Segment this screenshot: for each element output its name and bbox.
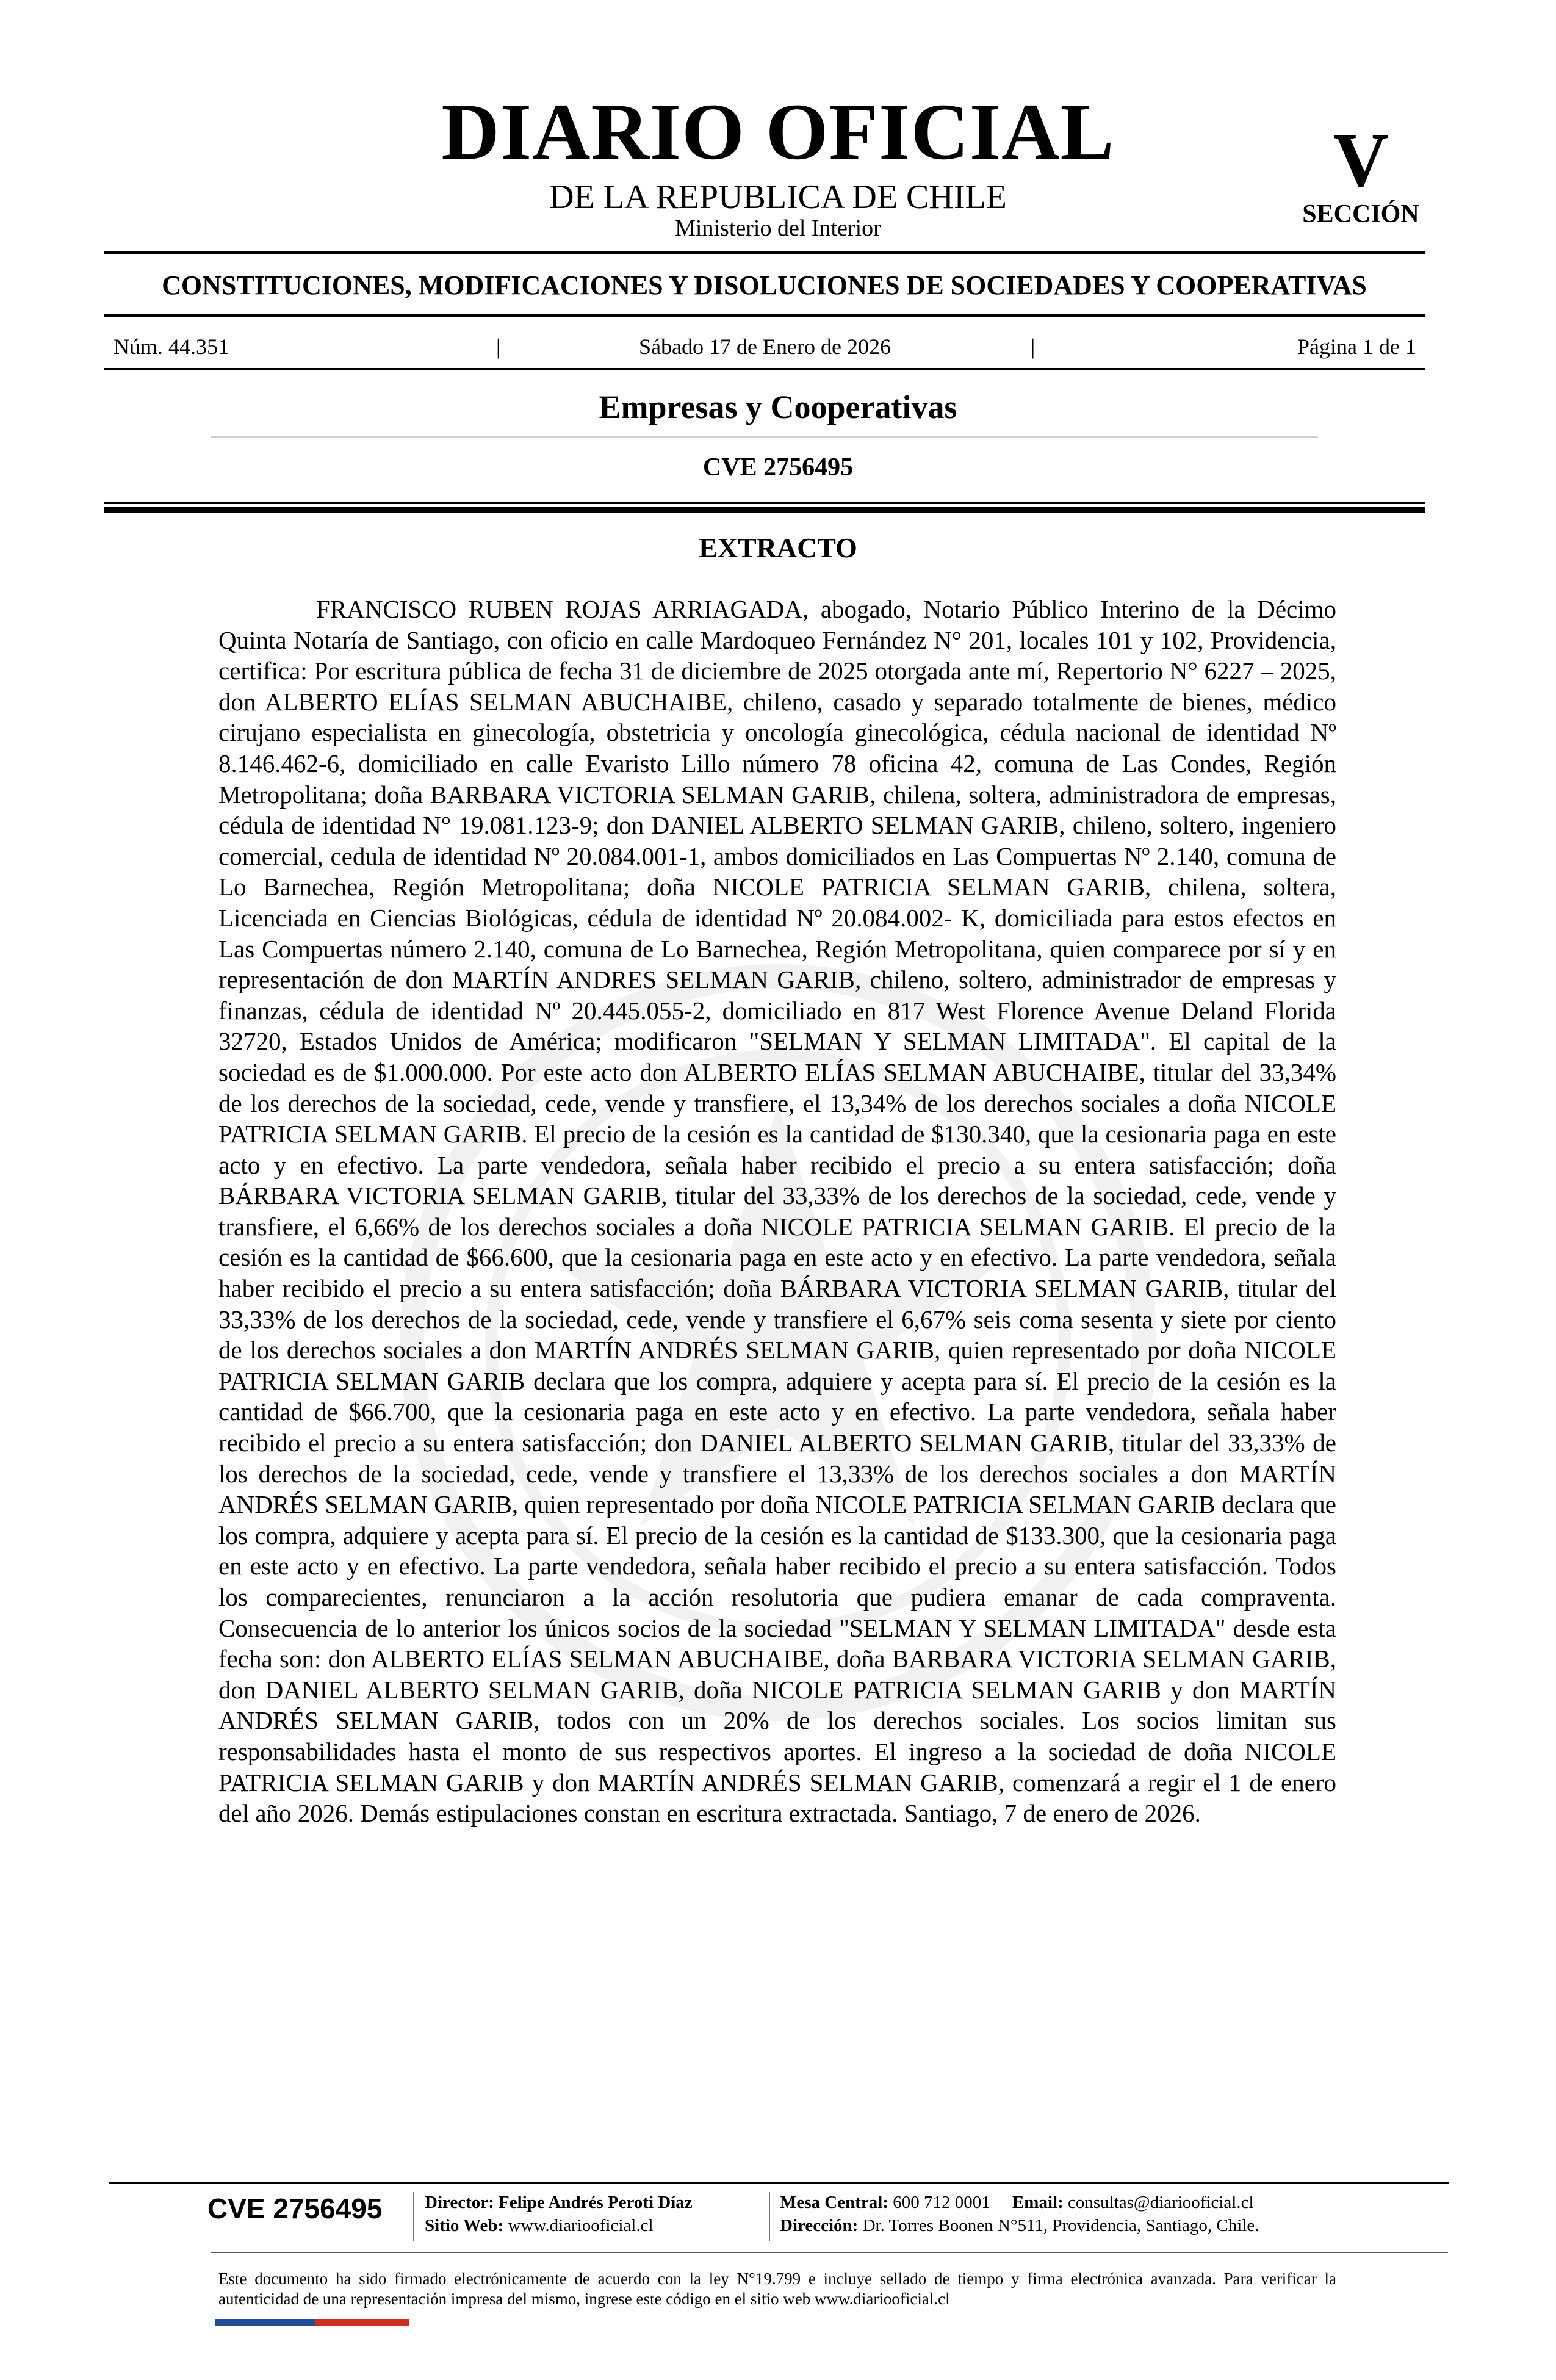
address-text: Dr. Torres Boonen N°511, Providencia, Santiago, Chile.	[862, 2216, 1259, 2235]
meta-divider	[104, 368, 1425, 370]
meta-separator: |	[496, 334, 501, 359]
section-label: SECCIÓN	[1302, 200, 1419, 228]
email-label: Email:	[1012, 2193, 1064, 2212]
footer-cve-code: CVE 2756495	[207, 2193, 383, 2224]
footer-divider	[109, 2182, 1449, 2184]
meta-separator: |	[1031, 334, 1036, 359]
masthead-divider	[104, 251, 1425, 254]
category-heading: Empresas y Cooperativas	[599, 389, 957, 425]
phone-label: Mesa Central:	[780, 2193, 888, 2212]
phone-number: 600 712 0001	[893, 2193, 990, 2212]
website-label: Sitio Web:	[425, 2216, 504, 2235]
footer-separator	[413, 2192, 414, 2241]
footer-director-block	[425, 2191, 693, 2237]
footer-contact-block	[780, 2191, 1259, 2237]
newspaper-title: DIARIO OFICIAL	[441, 87, 1115, 176]
category-underline	[211, 436, 1318, 438]
footer-inner-divider	[211, 2252, 1448, 2253]
director-name: Felipe Andrés Peroti Díaz	[499, 2193, 693, 2212]
email-link[interactable]: consultas@diariooficial.cl	[1068, 2193, 1254, 2212]
section-banner: CONSTITUCIONES, MODIFICACIONES Y DISOLUCIONES DE SOCIEDADES Y COOPERATIVAS	[162, 270, 1367, 300]
extract-body: FRANCISCO RUBEN ROJAS ARRIAGADA, abogado, Notario Público Interino de la Décimo Quinta Notaría de Santiago, con oficio en calle Mardoqueo Fernández N° 201, locales 101 y 102, Providencia, certifica: Por escritura pública de fecha 31 de diciembre de 2025 otorgada ante mí, Repertorio N° 6227 – 2025, don ALBERTO ELÍAS SELMAN ABUCHAIBE, chileno, casado y separado totalmente de bienes, médico cirujano especialista en ginecología, obstetricia y oncología ginecológica, cédula nacional de identidad Nº 8.146.462-6, domiciliado en calle Evaristo Lillo número 78 oficina 42, comuna de Las Condes, Región Metropolitana; doña BARBARA VICTORIA SELMAN GARIB, chilena, soltera, administradora de empresas, cédula de identidad N° 19.081.123-9; don DANIEL ALBERTO SELMAN GARIB, chileno, soltero, ingeniero comercial, cedula de identidad Nº 20.084.001-1, ambos domiciliados en Las Compuertas Nº 2.140, comuna de Lo Barnechea, Región Metropolitana; doña NICOLE PATRICIA SELMAN GARIB, chilena, soltera, Licenciada en Ciencias Biológicas, cédula de identidad Nº 20.084.002- K, domiciliada para estos efectos en Las Compuertas número 2.140, comuna de Lo Barnechea, Región Metropolitana, quien comparece por sí y en representación de don MARTÍN ANDRES SELMAN GARIB, chileno, soltero, administrador de empresas y finanzas, cédula de identidad Nº 20.445.055-2, domiciliado en 817 West Florence Avenue Deland Florida 32720, Estados Unidos de América; modificaron "SELMAN Y SELMAN LIMITADA". El capital de la sociedad es de $1.000.000. Por este acto don ALBERTO ELÍAS SELMAN ABUCHAIBE, titular del 33,34% de los derechos de la sociedad, cede, vende y transfiere, el 13,34% de los derechos sociales a doña NICOLE PATRICIA SELMAN GARIB. El precio de la cesión es la cantidad de $130.340, que la cesionaria paga en este acto y en efectivo. La parte vendedora, señala haber recibido el precio a su entera satisfacción; doña BÁRBARA VICTORIA SELMAN GARIB, titular del 33,33% de los derechos de la sociedad, cede, vende y transfiere, el 6,66% de los derechos sociales a doña NICOLE PATRICIA SELMAN GARIB. El precio de la cesión es la cantidad de $66.600, que la cesionaria paga en este acto y en efectivo. La parte vendedora, señala haber recibido el precio a su entera satisfacción; doña BÁRBARA VICTORIA SELMAN GARIB, titular del 33,33% de los derechos de la sociedad, cede, vende y transfiere el 6,67% seis coma sesenta y siete por ciento de los derechos sociales a don MARTÍN ANDRÉS SELMAN GARIB, quien representado por doña NICOLE PATRICIA SELMAN GARIB declara que los compra, adquiere y acepta para sí. El precio de la cesión es la cantidad de $66.700, que la cesionaria paga en este acto y en efectivo. La parte vendedora, señala haber recibido el precio a su entera satisfacción; don DANIEL ALBERTO SELMAN GARIB, titular del 33,33% de los derechos de la sociedad, cede, vende y transfiere el 13,33% de los derechos sociales a don MARTÍN ANDRÉS SELMAN GARIB, quien representado por doña NICOLE PATRICIA SELMAN GARIB declara que los compra, adquiere y acepta para sí. El precio de la cesión es la cantidad de $133.300, que la cesionaria paga en este acto y en efectivo. La parte vendedora, señala haber recibido el precio a su entera satisfacción. Todos los comparecientes, renunciaron a la acción resolutoria que pudiera emanar de cada compraventa. Consecuencia de lo anterior los únicos socios de la sociedad "SELMAN Y SELMAN LIMITADA" desde esta fecha son: don ALBERTO ELÍAS SELMAN ABUCHAIBE, doña BARBARA VICTORIA SELMAN GARIB, don DANIEL ALBERTO SELMAN GARIB, doña NICOLE PATRICIA SELMAN GARIB y don MARTÍN ANDRÉS SELMAN GARIB, todos con un 20% de los derechos sociales. Los socios limitan sus responsabilidades hasta el monto de sus respectivos aportes. El ingreso a la sociedad de doña NICOLE PATRICIA SELMAN GARIB y don MARTÍN ANDRÉS SELMAN GARIB, comenzará a regir el 1 de enero del año 2026. Demás estipulaciones constan en escritura extractada. Santiago, 7 de enero de 2026.	[218, 595, 1336, 1828]
page-count: Página 1 de 1	[1297, 334, 1416, 359]
issue-meta-row	[113, 334, 1416, 359]
director-label: Director:	[425, 2193, 494, 2212]
banner-divider	[104, 314, 1425, 317]
header-double-rule-bottom	[104, 507, 1425, 513]
newspaper-subtitle: DE LA REPUBLICA DE CHILE	[549, 178, 1007, 216]
ministry-label: Ministerio del Interior	[675, 215, 881, 241]
issue-number: Núm. 44.351	[113, 334, 229, 359]
address-label: Dirección:	[780, 2216, 859, 2235]
footer-separator	[769, 2192, 770, 2241]
flag-bar-red	[315, 2319, 409, 2326]
legal-notice: Este documento ha sido firmado electrónicamente de acuerdo con la ley N°19.799 e incluye sellado de tiempo y firma electrónica avanzada. Para verificar la autenticidad de una representación impresa del mismo, ingrese este código en el sitio web www.diariooficial.cl	[218, 2270, 1336, 2308]
header-double-rule-top	[104, 502, 1425, 504]
cve-code: CVE 2756495	[702, 453, 854, 481]
issue-date: Sábado 17 de Enero de 2026	[639, 334, 891, 359]
flag-bar-blue	[215, 2319, 315, 2326]
website-link[interactable]: www.diariooficial.cl	[508, 2216, 654, 2235]
section-letter: V	[1333, 118, 1389, 203]
document-heading: EXTRACTO	[699, 532, 857, 563]
